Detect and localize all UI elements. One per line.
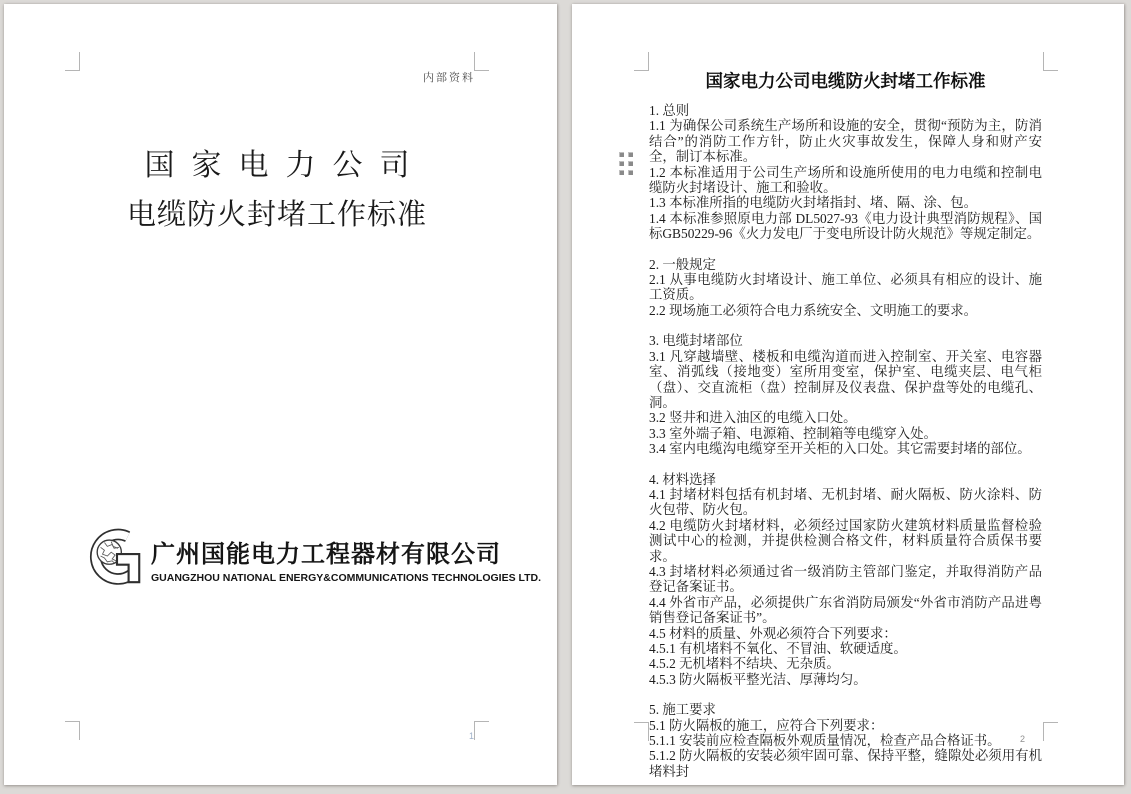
section-item: 3.2 竖井和进入油区的电缆入口处。 [649, 410, 857, 426]
section-item: 5.1.1 安装前应检查隔板外观质量情况，检查产品合格证书。 [649, 733, 1001, 749]
cover-title-line1: 国家电力公司 [144, 149, 427, 182]
section-item: 3.1 凡穿越墙壁、楼板和电缆沟道而进入控制室、开关室、电容器室、消弧线（接地变）室所用变室，保护室、电缆夹层、电气柜（盘）、交直流柜（盘）控制屏及仪表盘、保护盘等处的电缆孔、洞。 [649, 348, 1042, 410]
section-item: 2.1 从事电缆防火封堵设计、施工单位、必须具有相应的设计、施工资质。 [649, 272, 1042, 303]
section-item: 1.3 本标准所指的电缆防火封堵指封、堵、隔、涂、包。 [649, 195, 978, 211]
drag-handle-dot [628, 161, 633, 166]
section-heading: 4. 材料选择 [649, 471, 716, 487]
section-item: 4.3 封堵材料必须通过省一级消防主管部门鉴定，并取得消防产品登记备案证书。 [649, 563, 1042, 595]
section-item: 3.3 室外端子箱、电源箱、控制箱等电缆穿入处。 [649, 425, 937, 441]
crop-mark-bottom-left [634, 722, 649, 741]
section-item: 4.5.3 防火隔板平整光洁、厚薄均匀。 [649, 671, 867, 687]
crop-mark-top-right [1043, 52, 1058, 71]
paragraph-drag-handle[interactable] [619, 152, 633, 175]
company-logo-text [151, 526, 541, 584]
page-number-1: 1 [469, 731, 475, 741]
company-name-cn: 广州国能电力工程器材有限公司 [151, 542, 501, 568]
drag-handle-dot [628, 152, 633, 157]
company-logo [88, 526, 541, 588]
section-heading: 3. 电缆封堵部位 [649, 333, 743, 349]
doc-section [649, 333, 1042, 456]
page-2 [572, 4, 1124, 785]
doc-body [649, 103, 1042, 794]
doc-section [649, 103, 1042, 242]
crop-mark-top-left [634, 52, 649, 71]
crop-mark-bottom-right [1043, 722, 1058, 741]
section-heading: 2. 一般规定 [649, 256, 716, 272]
section-item: 3.4 室内电缆沟电缆穿至开关柜的入口处。其它需要封堵的部位。 [649, 441, 1031, 457]
drag-handle-dot [619, 152, 624, 157]
crop-mark-top-left [65, 52, 80, 71]
doc-section [649, 472, 1042, 688]
doc-section [649, 257, 1042, 319]
section-item: 1.1 为确保公司系统生产场所和设施的安全，贯彻“预防为主，防消结合”的消防工作方针，防止火灾事故发生，保障人身和财产安全，制订本标准。 [649, 118, 1042, 165]
logo-g-globe-icon [88, 526, 146, 588]
section-item: 1.4 本标准参照原电力部 DL5027-93《电力设计典型消防规程》、国标GB50229-96《火力发电厂于变电所设计防火规范》等规定制定。 [649, 210, 1042, 242]
section-item: 4.2 电缆防火封堵材料，必须经过国家防火建筑材料质量监督检验测试中心的检测，并提供检测合格文件，材料质量符合质保书要求。 [649, 517, 1042, 564]
crop-mark-top-right [474, 52, 489, 71]
doc-section [649, 702, 1042, 779]
section-item: 4.5.1 有机堵料不氧化、不冒油、软硬适度。 [649, 641, 907, 656]
section-item: 1.2 本标准适用于公司生产场所和设施所使用的电力电缆和控制电缆防火封堵设计、施工和验收。 [649, 164, 1042, 196]
header-note: 内部资料 [423, 72, 475, 84]
section-item: 4.5.2 无机堵料不结块、无杂质。 [649, 656, 840, 672]
section-heading: 1. 总则 [649, 103, 690, 118]
company-name-en: GUANGZHOU NATIONAL ENERGY&COMMUNICATIONS TECHNOLOGIES LTD. [151, 572, 542, 584]
crop-mark-bottom-right [474, 721, 489, 740]
section-item: 5.1 防火隔板的施工，应符合下列要求： [649, 717, 884, 733]
section-item: 4.1 封堵材料包括有机封堵、无机封堵、耐火隔板、防火涂料、防火包带、防火包。 [649, 486, 1042, 518]
page-1 [4, 4, 557, 785]
section-item: 5.1.2 防火隔板的安装必须牢固可靠、保持平整，缝隙处必须用有机堵料封 [649, 748, 1042, 779]
section-item: 2.2 现场施工必须符合电力系统安全、文明施工的要求。 [649, 302, 978, 318]
drag-handle-dot [619, 170, 624, 175]
drag-handle-dot [619, 161, 624, 166]
crop-mark-bottom-left [65, 721, 80, 740]
cover-title-line2: 电缆防火封堵工作标准 [126, 199, 427, 231]
doc-title: 国家电力公司电缆防火封堵工作标准 [705, 71, 986, 91]
section-heading: 5. 施工要求 [649, 702, 716, 718]
page-number-2: 2 [1020, 734, 1026, 744]
section-item: 4.5 材料的质量、外观必须符合下列要求： [649, 625, 897, 641]
section-item: 4.4 外省市产品，必须提供广东省消防局颁发“外省市消防产品进粤销售登记备案证书”。 [649, 594, 1042, 626]
drag-handle-dot [628, 170, 633, 175]
